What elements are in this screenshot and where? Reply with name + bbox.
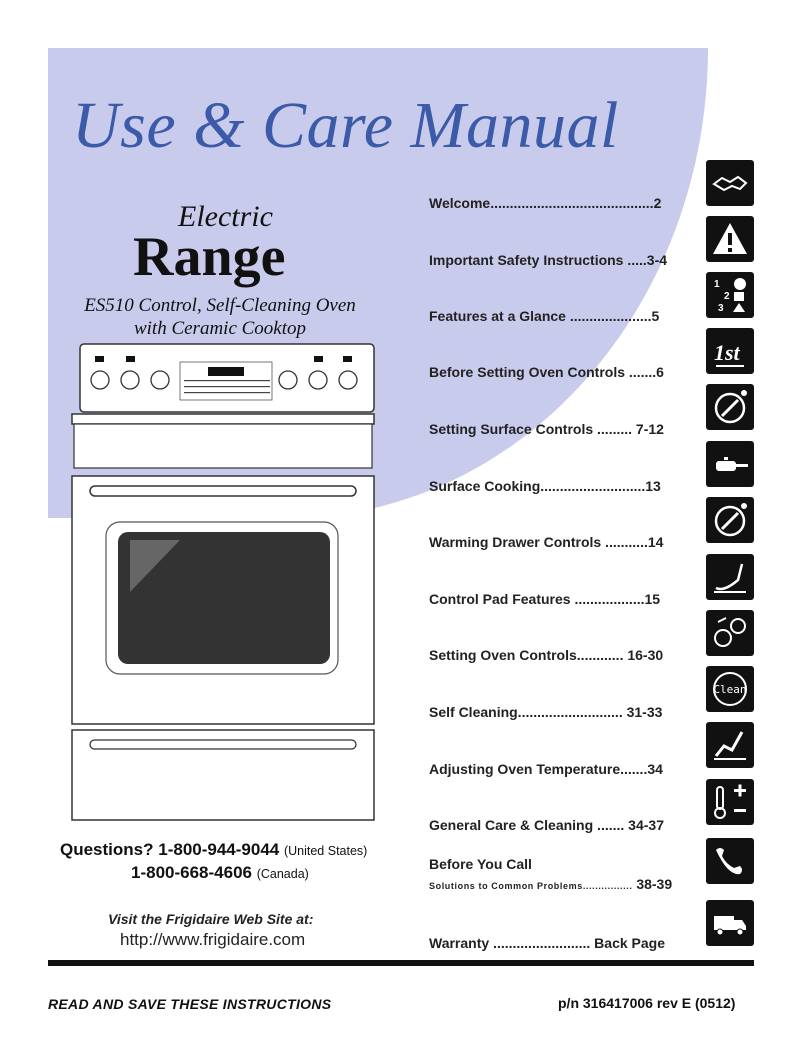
phone-icon [706, 838, 754, 884]
svg-text:Clean: Clean [713, 683, 747, 696]
toc-item[interactable]: Important Safety Instructions .....3-4 [429, 252, 668, 268]
canada-line [131, 863, 309, 883]
toc-item[interactable]: Surface Cooking...........................13 [429, 478, 661, 494]
toc-item[interactable]: Adjusting Oven Temperature.......34 [429, 761, 663, 777]
toc-sub-dots: ................ [582, 881, 633, 891]
part-number: p/n 316417006 rev E (0512) [558, 995, 736, 1011]
toc-item[interactable]: Before You Call [429, 856, 532, 872]
toc-sub-label: Solutions to Common Problems [429, 881, 583, 891]
knob-icon [706, 497, 754, 543]
web-site-label: Visit the Frigidaire Web Site at: [108, 911, 314, 927]
svg-text:1: 1 [714, 279, 720, 290]
product-name: Range [133, 226, 286, 288]
knob-icon [706, 384, 754, 430]
shapes-icon [706, 272, 754, 318]
svg-text:2: 2 [724, 291, 730, 302]
pan-icon [706, 441, 754, 487]
svg-text:3: 3 [718, 303, 724, 314]
toc-item[interactable]: Warranty ......................... Back Page [429, 935, 666, 951]
toc-item[interactable]: Setting Oven Controls............ 16-30 [429, 647, 664, 663]
toc-subitem[interactable] [429, 876, 701, 892]
divider [48, 960, 754, 966]
truck-icon [706, 900, 754, 946]
us-label: (United States) [283, 844, 368, 858]
phone-us[interactable]: 1-800-944-9044 [158, 840, 280, 859]
manual-title: Use & Care Manual [72, 89, 619, 162]
product-type: Electric [178, 200, 273, 233]
toc-sub-page: 38-39 [636, 876, 673, 892]
svg-text:1st: 1st [714, 340, 740, 365]
thermometer-icon [706, 779, 754, 825]
touch-icon [706, 554, 754, 600]
model-line-1: ES510 Control, Self-Cleaning Oven [84, 295, 356, 316]
toc-item[interactable]: Control Pad Features ..................15 [429, 591, 661, 607]
model-line-2: with Ceramic Cooktop [133, 318, 307, 339]
clean-icon [706, 666, 754, 712]
footer-instructions: READ AND SAVE THESE INSTRUCTIONS [48, 996, 332, 1012]
toc-item[interactable]: Before Setting Oven Controls .......6 [429, 364, 664, 380]
canada-label: (Canada) [256, 867, 309, 881]
toc-item[interactable]: Features at a Glance .....................5 [429, 308, 660, 324]
toc-item[interactable]: Self Cleaning........................... 31-33 [429, 704, 663, 720]
toc-item[interactable]: Setting Surface Controls ......... 7-12 [429, 421, 664, 437]
handshake-icon [706, 160, 754, 206]
questions-line [60, 840, 367, 860]
toc-item[interactable]: General Care & Cleaning ....... 34-37 [429, 817, 664, 833]
phone-canada[interactable]: 1-800-668-4606 [131, 863, 252, 882]
toc-item[interactable]: Warming Drawer Controls ...........14 [429, 534, 664, 550]
first-icon [706, 328, 754, 374]
questions-label: Questions? [60, 840, 154, 859]
web-site-link[interactable]: http://www.frigidaire.com [120, 930, 306, 949]
toc-item[interactable]: Welcome..........................................2 [429, 195, 662, 211]
dials-icon [706, 610, 754, 656]
warning-icon [706, 216, 754, 262]
model-description [70, 294, 370, 340]
hand-adjust-icon [706, 722, 754, 768]
range-illustration [70, 342, 376, 822]
